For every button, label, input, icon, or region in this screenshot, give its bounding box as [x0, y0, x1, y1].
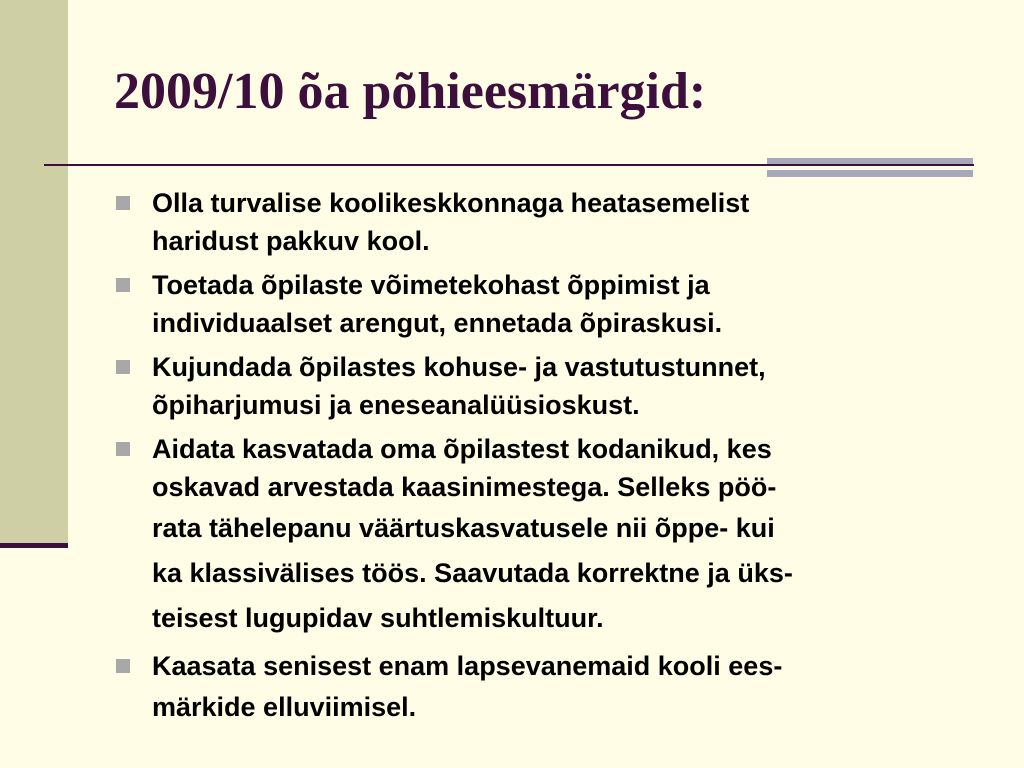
title-divider: [44, 164, 974, 166]
bullet-line: Olla turvalise koolikeskkonnaga heatasemelist: [152, 188, 750, 218]
square-bullet-icon: [116, 659, 130, 673]
bullet-line: ka klassivälises töös. Saavutada korrektne ja üks-: [152, 558, 793, 588]
bullet-item: [114, 184, 974, 260]
bullet-line: õpiharjumusi ja eneseanalüüsioskust.: [152, 390, 640, 420]
slide-title: 2009/10 õa põhieesmärgid:: [114, 63, 707, 120]
bullet-line: haridust pakkuv kool.: [152, 226, 430, 256]
bullet-line: teisest lugupidav suhtlemiskultuur.: [152, 603, 604, 633]
bullet-line: märkide elluviimisel.: [152, 692, 417, 722]
bullet-item: [114, 430, 974, 641]
bullet-item: [114, 647, 974, 730]
bullet-line: oskavad arvestada kaasinimestega. Selleks pöö-: [152, 472, 777, 502]
bullet-item: [114, 348, 974, 424]
bullet-list: [114, 184, 974, 736]
square-bullet-icon: [116, 442, 130, 456]
side-decor-line: [0, 543, 68, 548]
bullet-line: Toetada õpilaste võimetekohast õppimist ja: [152, 270, 710, 300]
bullet-line: rata tähelepanu väärtuskasvatusele nii õppe- kui: [152, 513, 775, 543]
square-bullet-icon: [116, 278, 130, 292]
bullet-line: individuaalset arengut, ennetada õpiraskusi.: [152, 308, 723, 338]
bullet-line: Kaasata senisest enam lapsevanemaid kooli ees-: [152, 651, 783, 681]
bullet-line: Aidata kasvatada oma õpilastest kodanikud, kes: [152, 434, 772, 464]
square-bullet-icon: [116, 196, 130, 210]
side-decor-bar: [0, 0, 68, 543]
accent-rule-bottom: [767, 170, 973, 177]
accent-rule-top: [767, 158, 973, 164]
bullet-line: Kujundada õpilastes kohuse- ja vastutustunnet,: [152, 352, 766, 382]
bullet-item: [114, 266, 974, 342]
square-bullet-icon: [116, 360, 130, 374]
